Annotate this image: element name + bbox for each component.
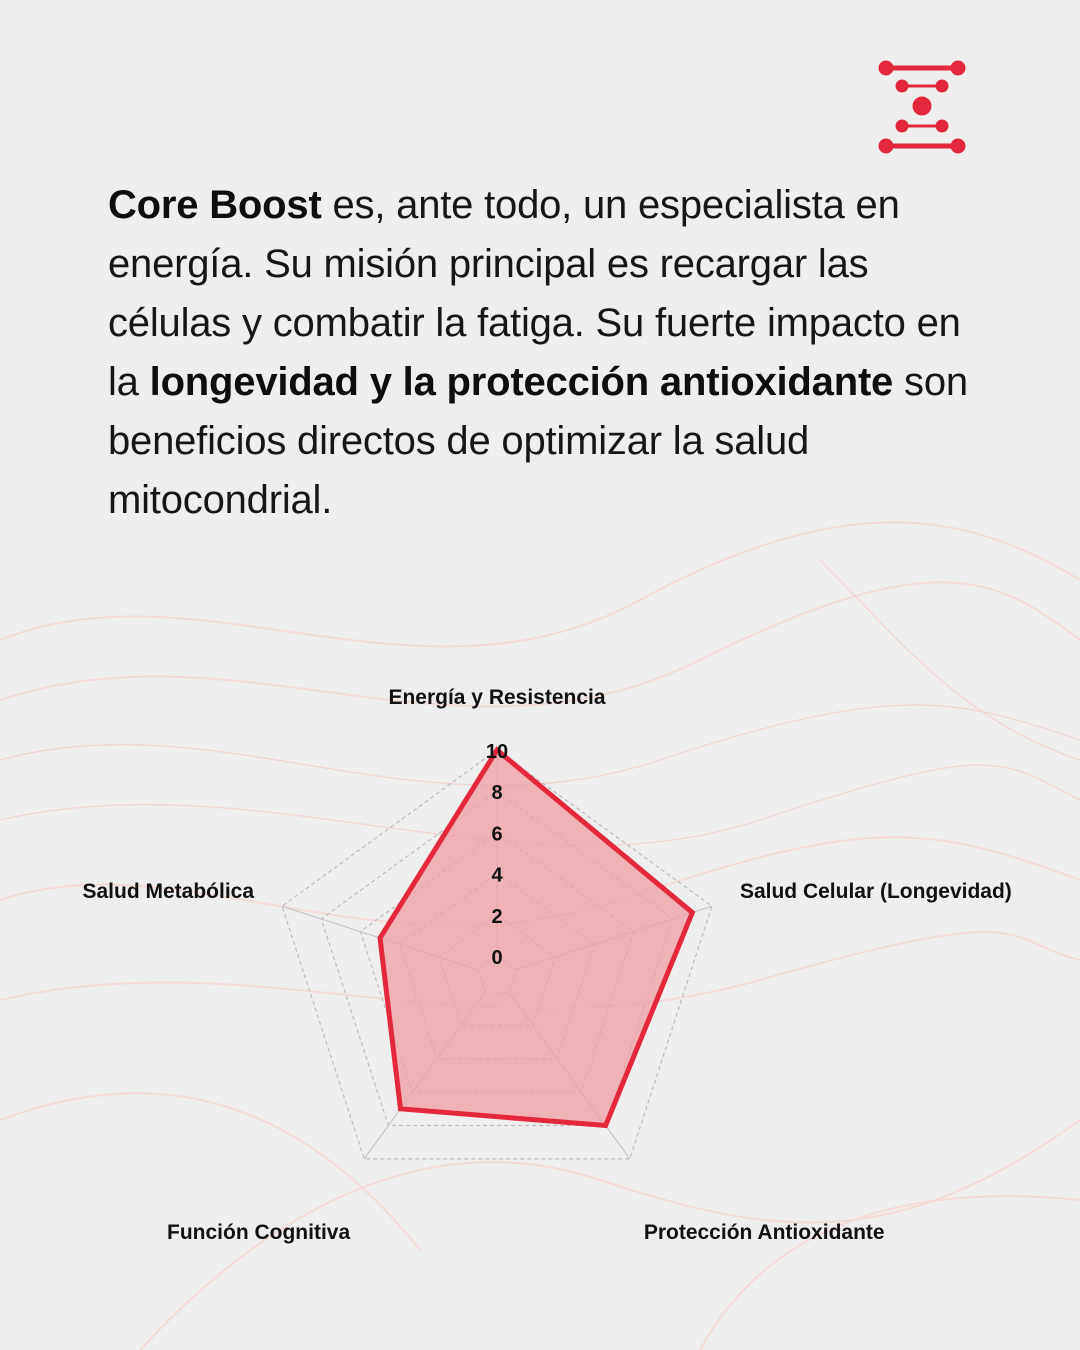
axis-label-4: Función Cognitiva	[167, 1220, 351, 1244]
data-point-5	[379, 936, 382, 939]
tick-label-0: 0	[491, 947, 503, 969]
axis-label-1: Energía y Resistencia	[388, 686, 606, 709]
tick-label-4: 4	[491, 864, 503, 887]
radar-data	[379, 749, 694, 1128]
highlight-longevity: longevidad y la protección antioxidante	[149, 360, 894, 404]
data-point-2	[691, 911, 694, 914]
axis-label-3: Protección Antioxidante	[643, 1220, 885, 1244]
data-point-4	[399, 1107, 402, 1110]
product-name: Core Boost	[108, 183, 322, 227]
paragraph-text-2: son beneficios directos de optimizar la salud mitocondrial.	[108, 360, 968, 522]
series-polygon	[380, 750, 692, 1126]
data-point-3	[604, 1124, 607, 1127]
axis-label-2: Salud Celular (Longevidad)	[739, 880, 1012, 904]
intro-paragraph	[108, 176, 988, 530]
tick-label-2: 2	[491, 905, 503, 928]
axis-label-5: Salud Metabólica	[82, 880, 255, 904]
molecule-logo-icon	[872, 56, 972, 160]
paragraph-text-1: es, ante todo, un especialista en energía. Su misión principal es recargar las células y combatir la fatiga. Su fuerte impacto en la	[108, 183, 961, 404]
tick-label-6: 6	[491, 823, 503, 846]
radar-chart	[0, 660, 1080, 1244]
tick-label-8: 8	[491, 782, 503, 805]
tick-label-10: 10	[485, 741, 509, 763]
